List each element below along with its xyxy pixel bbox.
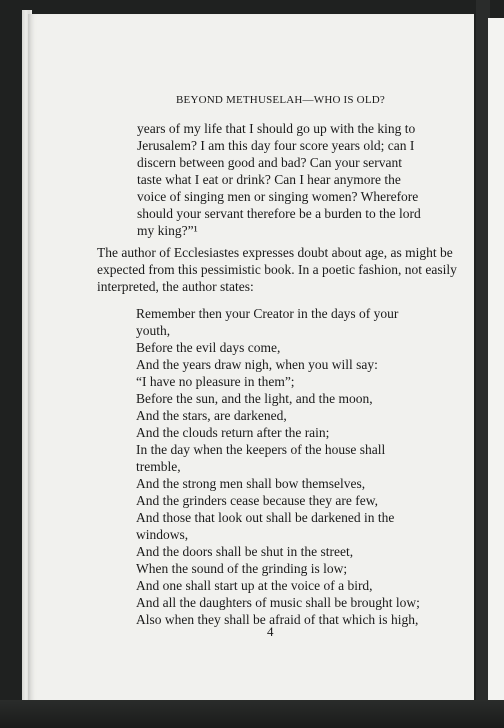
- poem-line: youth,: [136, 323, 171, 338]
- page-number: 4: [267, 624, 274, 639]
- quote-line: should your servant therefore be a burden to the lord: [137, 206, 421, 221]
- poem-line: In the day when the keepers of the house shall: [136, 442, 386, 457]
- poem-line: And the clouds return after the rain;: [136, 425, 330, 440]
- poem-line: Remember then your Creator in the days of your: [136, 306, 399, 321]
- quote-line: discern between good and bad? Can your servant: [137, 155, 403, 170]
- poem-line: And the stars, are darkened,: [136, 408, 287, 423]
- poem-line: And the years draw nigh, when you will say:: [136, 357, 378, 372]
- poem-line: windows,: [136, 527, 189, 542]
- quote-line: my king?”¹: [137, 223, 198, 238]
- bottom-background: [0, 700, 504, 728]
- paragraph-line: expected from this pessimistic book. In a poetic fashion, not easily: [97, 262, 457, 277]
- poem-line: Before the evil days come,: [136, 340, 281, 355]
- quote-line: taste what I eat or drink? Can I hear anymore the: [137, 172, 401, 187]
- paragraph-line: interpreted, the author states:: [97, 279, 254, 294]
- poem-line: And all the daughters of music shall be brought low;: [136, 595, 420, 610]
- running-header: BEYOND METHUSELAH—WHO IS OLD?: [176, 94, 385, 106]
- poem-line: And the strong men shall bow themselves,: [136, 476, 366, 491]
- poem-line: And one shall start up at the voice of a bird,: [136, 578, 373, 593]
- quote-line: voice of singing men or singing women? Wherefore: [137, 189, 419, 204]
- poem-line: Also when they shall be afraid of that which is high,: [136, 612, 419, 627]
- paragraph-line: The author of Ecclesiastes expresses doubt about age, as might be: [97, 245, 453, 260]
- poem-line: And the grinders cease because they are few,: [136, 493, 379, 508]
- poem-line: “I have no pleasure in them”;: [136, 374, 295, 389]
- poem-line: And the doors shall be shut in the street,: [136, 544, 354, 559]
- poem-line: When the sound of the grinding is low;: [136, 561, 348, 576]
- poem-line: And those that look out shall be darkened in the: [136, 510, 395, 525]
- poem-line: Before the sun, and the light, and the moon,: [136, 391, 373, 406]
- quote-line: years of my life that I should go up with the king to: [137, 121, 416, 136]
- poem-line: tremble,: [136, 459, 181, 474]
- adjacent-page-edge: [488, 18, 504, 728]
- quote-line: Jerusalem? I am this day four score years old; can I: [137, 138, 415, 153]
